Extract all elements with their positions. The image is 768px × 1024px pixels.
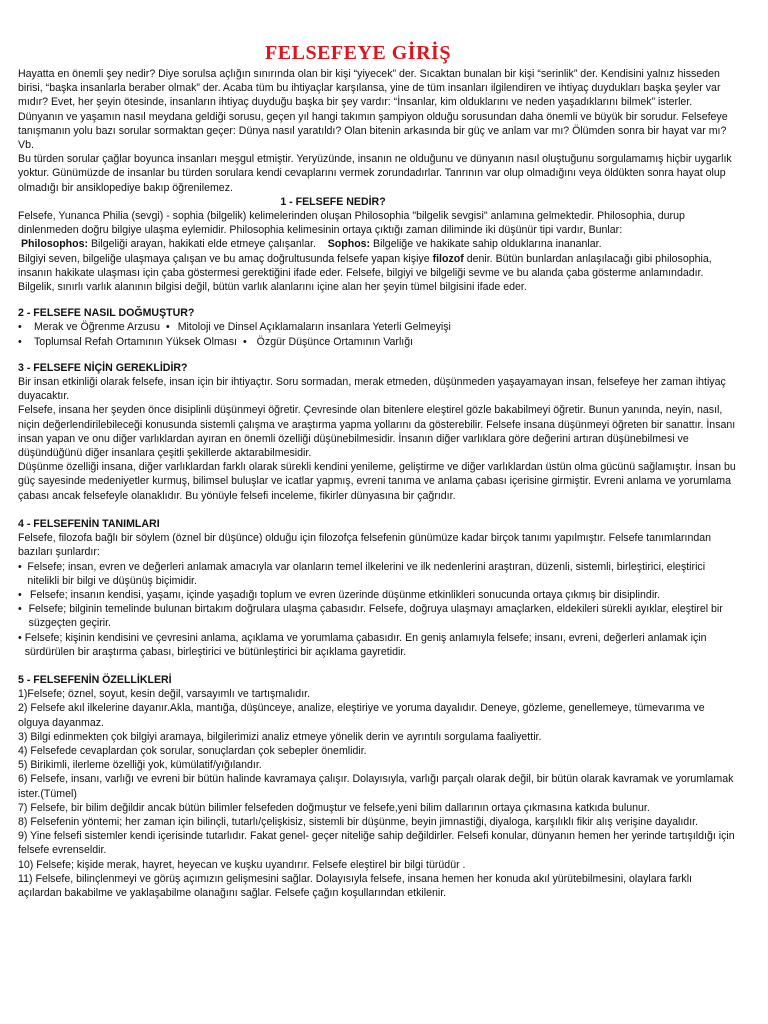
feature-item: 8) Felsefenin yöntemi; her zaman için bilinçli, tutarlı/çelişkisiz, sistemli bir düşünme, beyin jimnastiği, diyaloga, karşılıklı fikir alış verişine dayalıdır. [18,815,699,828]
section-2-row-1 [18,320,738,334]
feature-item: 6) Felsefe, insanı, varlığı ve evreni bir bütün halinde kavramaya çalışır. Dolayısıyla, varlığı parçalı olarak değil, bir bütün olarak kavramak ve yorumlamak ister.(Tümel) [18,773,734,800]
section-4-intro: Felsefe, filozofa bağlı bir söylem (öznel bir düşünce) olduğu için filozofça felsefenin günümüze kadar birçok tanımı yapılmıştır. Felsefe tanımlarından bazıları şunlardır: [18,532,712,559]
list-item: Toplumsal Refah Ortamının Yüksek Olması [34,335,237,348]
section-3-paragraph-3: Düşünme özelliği insana, diğer varlıklardan farklı olarak sürekli kendini yenileme, geliştirme ve diğer varlıklardan üstün olma gücünü sağlamıştır. İnsan bu güç sayesinde medeniyetler kurmuş, bilimsel buluşlar ve icatlar yapmış, evreni tanıma ve anlama çabası içerisine girmiştir. Evreni anlama ve yorumlama çabası ancak felsefeyle olanaklıdır. Bu yönüyle felsefi inceleme, fikirler dünyasına bir çağrıdır. [18,461,736,502]
section-4-item-1 [18,560,738,588]
feature-item: 3) Bilgi edinmekten çok bilgiyi aramaya, bilgilerimizi analiz etmeye yönelik derin ve ayrıntılı sorgulama faaliyettir. [18,730,542,743]
sophos-definition: Bilgeliğe ve hakikate sahip olduklarına inananlar. [370,238,602,251]
section-4-item-4 [18,631,738,659]
feature-item: 11) Felsefe, bilinçlenmeyi ve görüş açımızın gelişmesini sağlar. Dolayısıyla felsefe, insana hemen her konuda akıl yürütebilmesini, olaylara farklı açılardan bakabilme ve yaklaşabilme olanağını sağlar. Felsefe çağın koşullarından etkilenir. [18,872,693,899]
bullet-icon: • [18,335,22,348]
philosophos-definition: Bilgeliği arayan, hakikati elde etmeye çalışanlar. [88,238,316,251]
list-item: Felsefe; insan, evren ve değerleri anlamak amacıyla var olanların temel ilkelerini ve ilk nedenlerini araştıran, düzenli, sistemli, birleştirici, eleştirici nitelikli bir bilgi ve düşünüş biçimidir. [27,560,706,587]
section-1-p3-start: Bilgiyi seven, bilgeliğe ulaşmaya çalışan ve bu amaç doğrultusunda felsefe yapan kişiye [18,252,433,265]
bullet-icon: • [242,335,247,348]
feature-item: 10) Felsefe; kişide merak, hayret, heyecan ve kuşku uyandırır. Felsefe eleştirel bir bilgi türüdür . [18,858,466,871]
filozof-term: filozof [432,252,464,265]
list-item: Felsefe; kişinin kendisini ve çevresini anlama, açıklama ve yorumlama çabasıdır. En geniş anlamıyla felsefe; insanı, evreni, değerleri anlamak için sürdürülen bir araştırma çabası, birleştirici ve bütünleştirici bir açıklama gayretidir. [24,631,707,658]
bullet-icon: • [18,603,22,616]
list-item: Mitoloji ve Dinsel Açıklamaların insanlara Yeterli Gelmeyişi [177,321,451,334]
bullet-icon: • [166,321,170,334]
feature-item: 5) Birikimli, ilerleme özelliği yok, kümülatif/yığılandır. [18,759,262,772]
list-item: Özgür Düşünce Ortamının Varlığı [256,335,414,348]
document-title: FELSEFEYE GİRİŞ [265,42,451,64]
feature-item: 1)Felsefe; öznel, soyut, kesin değil, varsayımlı ve tartışmalıdır. [18,688,311,701]
list-item: Merak ve Öğrenme Arzusu [34,321,160,334]
section-3-paragraph-1: Bir insan etkinliği olarak felsefe, insan için bir ihtiyaçtır. Soru sormadan, merak etmeden, düşünmeden yaşayamayan insan, felsefeye her zaman ihtiyaç duyacaktır. [18,376,726,403]
philosophos-term: Philosophos: [20,238,89,251]
bullet-icon: • [18,321,22,334]
intro-paragraph-1: Hayatta en önemli şey nedir? Diye sorulsa açlığın sınırında olan bir kişi “yiyecek” der. Sıcaktan bunalan bir kişi “serinlik” der. Kendisini yalnız hisseden birisi, “başka insanlarla beraber olmak” der. Acaba tüm bu ihtiyaçlar karşılansa, yine de tüm insanları ilgilendiren ve ihtiyaç duydukları başka şeyler var mıdır? Evet, her şeyin ötesinde, insanların ihtiyaç duyduğu başka bir şey vardır: “İnsanlar, kim olduklarını ve neden yaşadıklarını bilmek” isterler. [18,68,721,109]
bullet-icon: • [18,631,22,644]
feature-item: 7) Felsefe, bir bilim değildir ancak bütün bilimler felsefeden doğmuştur ve felsefe,yeni bilim dallarının ortaya çıkmasına katkıda bulunur. [18,801,650,814]
section-4-heading: 4 - FELSEFENİN TANIMLARI [18,517,160,530]
section-2-row-2 [18,335,738,349]
intro-paragraph-3: Bu türden sorular çağlar boyunca insanları meşgul etmiştir. Yeryüzünde, insanın ne olduğunu ve dünyanın nasıl oluştuğunu sorgulamamış hiçbir uygarlık yoktur. Günümüzde de insanlar bu türden sorulara kendi cevaplarını vermek zorundadırlar. Tanrının var olup olmadığını veya öldükten sonra hayat olup olmadığı bir ansiklopediye bakıp öğrenilemez. [18,153,732,194]
section-3-paragraph-2: Felsefe, insana her şeyden önce disiplinli düşünmeyi öğretir. Çevresinde olan bitenlere eleştirel gözle bakabilmeyi öğretir. Bunun yanında, neyin, nasıl, niçin değerlendirilebileceği konusunda sistemli çalışma ve araştırma yapma yollarını da gösterebilir. Felsefe insana düşünmeyi öğreten bir sanattır. İnsanı insan yapan ve onu diğer varlıklardan ayıran en önemli özelliği düşünebilmesidir. İnsanın diğer varlıklara göre değerini artıran düşünebilmesi ve düşündüğünü diğer insanlara çeşitli şekillerde aktarabilmesidir. [18,404,736,460]
sophos-term: Sophos: [327,238,371,251]
section-1-heading: 1 - FELSEFE NEDİR? [280,195,386,208]
bullet-icon: • [18,588,22,601]
section-1-paragraph-1: Felsefe, Yunanca Philia (sevgi) - sophia (bilgelik) kelimelerinden oluşan Philosophia "bilgelik sevgisi" anlamına gelmektedir. Philosophia, durup dinlenmeden doğru bilgiye ulaşma eylemidir. Philosophia kelimesinin ortaya çıktığı zaman diliminde iki düşünür tipi vardır, Bunlar: [18,210,685,237]
feature-item: 9) Yine felsefi sistemler kendi içerisinde tutarlıdır. Fakat genel- geçer niteliğe sahip değildirler. Felsefi konular, dünyanın hemen her yerinde tartışıldığı için felsefe evrenseldir. [18,830,735,857]
list-item: Felsefe; bilginin temelinde bulunan birtakım doğrulara ulaşma çabasıdır. Felsefe, doğruya ulaşmayı amaçlarken, eldekileri sürekli ayıklar, eleştirel bir süzgeçten geçirir. [28,603,723,630]
list-item: Felsefe; insanın kendisi, yaşamı, içinde yaşadığı toplum ve evren üzerinde düşünme etkinlikleri sonucunda ortaya çıkmış bir disiplindir. [30,588,661,601]
feature-item: 4) Felsefede cevaplardan çok sorular, sonuçlardan çok sebepler önemlidir. [18,744,367,757]
section-1-p3-end: denir. Bütün bunlardan anlaşılacağı gibi philosophia, insanın hakikate ulaşması için çaba göstermesi gerektiğini ifade eder. Felsefe, bilgiyi ve bilgeliği sevme ve bu alanda çaba gösterme anlamındadır. Bilgelik, sınırlı varlık alanının bilgisi değil, bütün varlık alanlarını içine alan her şeyin tümel bilgisini ifade eder. [18,252,712,294]
section-3-heading: 3 - FELSEFE NİÇİN GEREKLİDİR? [18,361,188,374]
bullet-icon: • [18,560,22,573]
section-1-paragraph-3 [18,252,738,295]
section-1-definitions [18,237,738,251]
feature-item: 2) Felsefe akıl ilkelerine dayanır.Akla, mantığa, düşünceye, analize, eleştiriye ve yoruma dayalıdır. Deneye, gözleme, genellemeye, tümevarıma ve olguya dayanmaz. [18,702,705,729]
section-2-heading: 2 - FELSEFE NASIL DOĞMUŞTUR? [18,307,195,320]
intro-paragraph-2: Dünyanın ve yaşamın nasıl meydana geldiği sorusu, geçen yıl hangi takımın şampiyon olduğu sorusundan daha önemli ve büyük bir sorudur. Felsefeye tanışmanın yolu bazı sorular sormaktan geçer: Dünya nasıl yaratıldı? Olan bitenin arkasında bir güç ve anlam var mı? Ölümden sonra bir hayat var mı? Vb. [18,110,728,152]
section-5-heading: 5 - FELSEFENİN ÖZELLİKLERİ [18,673,172,686]
section-4-item-2 [18,588,738,602]
section-4-item-3 [18,602,738,630]
